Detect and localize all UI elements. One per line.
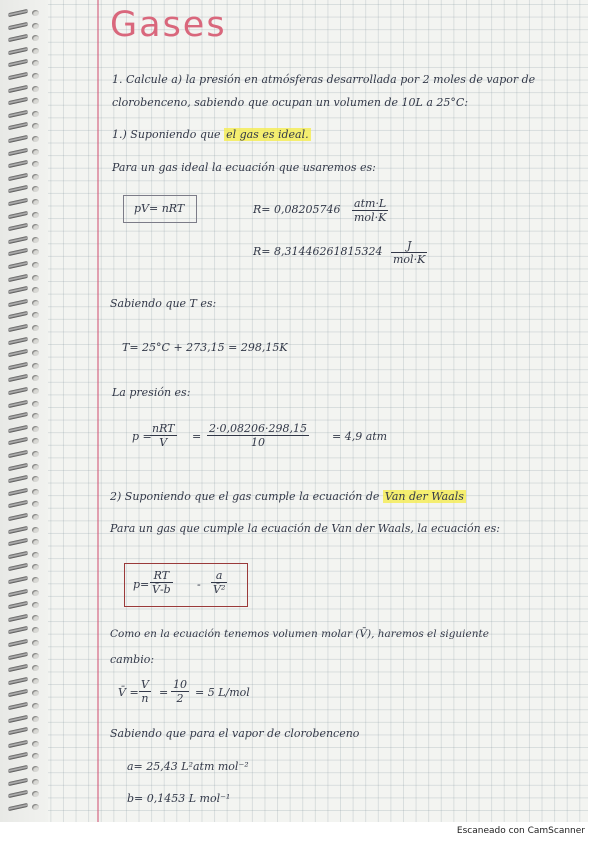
problem-line-1: 1. Calcule a) la presión en atmósferas desarrollada por 2 moles de vapor de — [112, 73, 536, 86]
punch-hole — [32, 791, 39, 797]
r-atm-unit-den: mol·K — [354, 211, 387, 224]
punch-hole — [32, 275, 39, 281]
spiral-ring — [8, 539, 42, 545]
punch-hole — [32, 703, 39, 709]
pressure-frac-1 — [150, 422, 177, 449]
spiral-wire — [8, 450, 28, 458]
temperature-intro: Sabiendo que T es: — [110, 297, 217, 310]
punch-hole — [32, 287, 39, 293]
molar-volume-line-1: Como en la ecuación tenemos volumen molar (V̄), haremos el siguiente — [110, 628, 489, 640]
punch-hole — [32, 464, 39, 470]
spiral-wire — [8, 740, 28, 748]
spiral-wire — [8, 273, 28, 281]
spiral-wire — [8, 248, 28, 256]
spiral-ring — [8, 237, 42, 243]
spiral-wire — [8, 236, 28, 244]
spiral-wire — [8, 576, 28, 584]
spiral-ring — [8, 564, 42, 570]
punch-hole — [32, 388, 39, 394]
spiral-wire — [8, 563, 28, 571]
punch-hole — [32, 338, 39, 344]
spiral-ring — [8, 388, 42, 394]
spiral-ring — [8, 35, 42, 41]
spiral-wire — [8, 374, 28, 382]
part2-intro: Para un gas que cumple la ecuación de Van der Waals, la ecuación es: — [110, 522, 501, 535]
spiral-ring — [8, 653, 42, 659]
temperature-calc: T= 25°C + 273,15 = 298,15K — [122, 341, 288, 354]
spiral-ring — [8, 136, 42, 142]
r-j-unit-num: J — [391, 239, 427, 253]
spiral-wire — [8, 664, 28, 672]
spiral-ring — [8, 753, 42, 759]
spiral-ring — [8, 312, 42, 318]
spiral-ring — [8, 476, 42, 482]
spiral-ring — [8, 779, 42, 785]
punch-hole — [32, 10, 39, 16]
spiral-wire — [8, 639, 28, 647]
punch-hole — [32, 401, 39, 407]
spiral-wire — [8, 651, 28, 659]
punch-hole — [32, 249, 39, 255]
vdw-frac-2-den: V̄² — [213, 583, 226, 596]
molar-volume-frac-1 — [139, 678, 151, 705]
molar-volume-frac-2-num: 10 — [173, 678, 187, 691]
spiral-ring — [8, 577, 42, 583]
punch-hole — [32, 111, 39, 117]
punch-hole — [32, 501, 39, 507]
spiral-wire — [8, 311, 28, 319]
punch-hole — [32, 174, 39, 180]
punch-hole — [32, 678, 39, 684]
spiral-ring — [8, 665, 42, 671]
punch-hole — [32, 476, 39, 482]
spiral-ring — [8, 262, 42, 268]
part1-intro: Para un gas ideal la ecuación que usaremos es: — [112, 161, 376, 174]
punch-hole — [32, 640, 39, 646]
punch-hole — [32, 527, 39, 533]
punch-hole — [32, 728, 39, 734]
spiral-ring — [8, 300, 42, 306]
spiral-wire — [8, 462, 28, 470]
vdw-frac-2 — [211, 569, 227, 596]
spiral-ring — [8, 149, 42, 155]
spiral-ring — [8, 804, 42, 810]
spiral-ring — [8, 728, 42, 734]
punch-hole — [32, 690, 39, 696]
spiral-ring — [8, 552, 42, 558]
r-atm-unit-num: atm·L — [352, 197, 388, 211]
spiral-wire — [8, 513, 28, 521]
punch-hole — [32, 123, 39, 129]
spiral-ring — [8, 640, 42, 646]
spiral-wire — [8, 437, 28, 445]
punch-hole — [32, 312, 39, 318]
punch-hole — [32, 426, 39, 432]
punch-hole — [32, 577, 39, 583]
punch-hole — [32, 716, 39, 722]
spiral-wire — [8, 538, 28, 546]
spiral-ring — [8, 111, 42, 117]
punch-hole — [32, 539, 39, 545]
molar-volume-frac-1-den: n — [141, 692, 149, 705]
punch-hole — [32, 489, 39, 495]
punch-hole — [32, 48, 39, 54]
spiral-wire — [8, 412, 28, 420]
punch-hole — [32, 224, 39, 230]
spiral-wire — [8, 525, 28, 533]
spiral-ring — [8, 212, 42, 218]
spiral-wire — [8, 803, 28, 811]
spiral-wire — [8, 47, 28, 55]
spiral-wire — [8, 223, 28, 231]
punch-hole — [32, 300, 39, 306]
r-constant-atm: R= 0,08205746 — [253, 203, 341, 216]
spiral-binding — [0, 0, 48, 822]
spiral-ring — [8, 350, 42, 356]
punch-hole — [32, 741, 39, 747]
spiral-ring — [8, 174, 42, 180]
punch-hole — [32, 766, 39, 772]
spiral-wire — [8, 286, 28, 294]
spiral-ring — [8, 489, 42, 495]
molar-volume-result: = 5 L/mol — [195, 686, 250, 699]
spiral-wire — [8, 84, 28, 92]
spiral-wire — [8, 9, 28, 17]
spiral-ring — [8, 375, 42, 381]
punch-hole — [32, 149, 39, 155]
punch-hole — [32, 413, 39, 419]
punch-hole — [32, 60, 39, 66]
spiral-wire — [8, 588, 28, 596]
punch-hole — [32, 590, 39, 596]
spiral-ring — [8, 602, 42, 608]
spiral-ring — [8, 590, 42, 596]
spiral-ring — [8, 413, 42, 419]
problem-line-2: clorobenceno, sabiendo que ocupan un volumen de 10L a 25°C: — [112, 96, 469, 109]
spiral-ring — [8, 363, 42, 369]
spiral-wire — [8, 752, 28, 760]
spiral-ring — [8, 451, 42, 457]
punch-hole — [32, 86, 39, 92]
spiral-wire — [8, 362, 28, 370]
spiral-wire — [8, 626, 28, 634]
molar-volume-equals: = — [159, 686, 169, 699]
spiral-ring — [8, 287, 42, 293]
spiral-wire — [8, 475, 28, 483]
spiral-wire — [8, 21, 28, 29]
punch-hole — [32, 653, 39, 659]
punch-hole — [32, 552, 39, 558]
spiral-ring — [8, 48, 42, 54]
spiral-ring — [8, 401, 42, 407]
spiral-wire — [8, 336, 28, 344]
part2-label: 2) Suponiendo que el gas cumple la ecuación de — [110, 490, 380, 503]
molar-volume-frac-2-den: 2 — [176, 692, 184, 705]
spiral-wire — [8, 122, 28, 130]
r-constant-joule: R= 8,31446261815324 — [253, 245, 383, 258]
punch-hole — [32, 350, 39, 356]
spiral-wire — [8, 261, 28, 269]
punch-hole — [32, 804, 39, 810]
vdw-frac-1-num: RT — [150, 569, 173, 583]
spiral-wire — [8, 500, 28, 508]
punch-hole — [32, 73, 39, 79]
spiral-wire — [8, 198, 28, 206]
punch-hole — [32, 363, 39, 369]
part1-label: 1.) Suponiendo que — [112, 128, 221, 141]
spiral-ring — [8, 527, 42, 533]
punch-hole — [32, 438, 39, 444]
scanner-watermark: Escaneado con CamScanner — [456, 826, 585, 836]
pressure-frac-1-num: nRT — [152, 422, 175, 435]
punch-hole — [32, 665, 39, 671]
constant-b: b= 0,1453 L mol⁻¹ — [127, 792, 231, 805]
part2-highlight: Van der Waals — [384, 490, 464, 503]
punch-hole — [32, 325, 39, 331]
spiral-ring — [8, 249, 42, 255]
spiral-wire — [8, 387, 28, 395]
spiral-wire — [8, 299, 28, 307]
spiral-wire — [8, 488, 28, 496]
spiral-wire — [8, 765, 28, 773]
pressure-frac-2-num: 2·0,08206·298,15 — [209, 422, 307, 435]
punch-hole — [32, 199, 39, 205]
punch-hole — [32, 615, 39, 621]
part2-heading — [110, 490, 466, 503]
spiral-ring — [8, 426, 42, 432]
spiral-ring — [8, 438, 42, 444]
r-constant-atm-units — [352, 197, 388, 224]
spiral-wire — [8, 601, 28, 609]
punch-hole — [32, 627, 39, 633]
spiral-wire — [8, 210, 28, 218]
spiral-wire — [8, 425, 28, 433]
punch-hole — [32, 753, 39, 759]
part1-highlight: el gas es ideal. — [226, 128, 309, 141]
punch-hole — [32, 136, 39, 142]
punch-hole — [32, 23, 39, 29]
punch-hole — [32, 451, 39, 457]
spiral-wire — [8, 399, 28, 407]
spiral-wire — [8, 185, 28, 193]
spiral-wire — [8, 714, 28, 722]
spiral-ring — [8, 716, 42, 722]
spiral-ring — [8, 73, 42, 79]
spiral-wire — [8, 702, 28, 710]
vdw-frac-2-num: a — [211, 569, 227, 583]
punch-hole — [32, 35, 39, 41]
ideal-gas-equation: pV= nRT — [134, 202, 185, 215]
punch-hole — [32, 98, 39, 104]
pressure-frac-2-den: 10 — [250, 436, 265, 449]
spiral-wire — [8, 777, 28, 785]
spiral-ring — [8, 98, 42, 104]
vdw-frac-1 — [150, 569, 173, 596]
pressure-frac-1-den: V — [159, 436, 168, 449]
punch-hole — [32, 779, 39, 785]
spiral-ring — [8, 186, 42, 192]
constant-a: a= 25,43 L²atm mol⁻² — [127, 760, 249, 773]
punch-hole — [32, 161, 39, 167]
punch-hole — [32, 602, 39, 608]
molar-volume-lhs: V̄ = — [118, 686, 139, 699]
punch-hole — [32, 237, 39, 243]
spiral-wire — [8, 110, 28, 118]
spiral-wire — [8, 790, 28, 798]
vdw-minus: - — [197, 578, 201, 591]
r-constant-joule-units — [391, 239, 427, 266]
spiral-ring — [8, 123, 42, 129]
molar-volume-line-2: cambio: — [110, 653, 155, 666]
molar-volume-frac-2 — [171, 678, 189, 705]
pressure-intro: La presión es: — [112, 386, 191, 399]
part1-heading — [112, 128, 311, 141]
constants-intro: Sabiendo que para el vapor de clorobenceno — [110, 727, 360, 740]
spiral-ring — [8, 224, 42, 230]
punch-hole — [32, 564, 39, 570]
spiral-wire — [8, 147, 28, 155]
spiral-wire — [8, 160, 28, 168]
pressure-result: = 4,9 atm — [332, 430, 388, 443]
punch-hole — [32, 262, 39, 268]
spiral-wire — [8, 173, 28, 181]
margin-line — [97, 0, 99, 822]
spiral-wire — [8, 551, 28, 559]
punch-hole — [32, 186, 39, 192]
spiral-wire — [8, 324, 28, 332]
vdw-frac-1-den: V̄-b — [152, 583, 171, 596]
spiral-ring — [8, 10, 42, 16]
pressure-equals: = — [192, 430, 202, 443]
r-j-unit-den: mol·K — [393, 253, 426, 266]
spiral-ring — [8, 338, 42, 344]
spiral-ring — [8, 199, 42, 205]
spiral-ring — [8, 275, 42, 281]
punch-hole — [32, 375, 39, 381]
spiral-ring — [8, 60, 42, 66]
spiral-wire — [8, 727, 28, 735]
spiral-ring — [8, 464, 42, 470]
spiral-wire — [8, 689, 28, 697]
spiral-wire — [8, 59, 28, 67]
spiral-ring — [8, 791, 42, 797]
spiral-wire — [8, 97, 28, 105]
spiral-ring — [8, 23, 42, 29]
vdw-lhs: p= — [133, 578, 150, 591]
spiral-ring — [8, 514, 42, 520]
spiral-ring — [8, 501, 42, 507]
punch-hole — [32, 212, 39, 218]
spiral-ring — [8, 86, 42, 92]
spiral-ring — [8, 766, 42, 772]
spiral-wire — [8, 614, 28, 622]
spiral-ring — [8, 703, 42, 709]
page-title: Gases — [110, 5, 227, 45]
spiral-ring — [8, 627, 42, 633]
spiral-wire — [8, 34, 28, 42]
spiral-wire — [8, 72, 28, 80]
ideal-gas-equation-box — [123, 195, 197, 223]
pressure-lhs: p = — [132, 430, 152, 443]
spiral-wire — [8, 677, 28, 685]
spiral-ring — [8, 690, 42, 696]
molar-volume-frac-1-num: V — [141, 678, 149, 691]
van-der-waals-equation-box — [124, 563, 248, 607]
pressure-frac-2 — [207, 422, 309, 449]
punch-hole — [32, 514, 39, 520]
spiral-ring — [8, 741, 42, 747]
spiral-ring — [8, 161, 42, 167]
spiral-ring — [8, 678, 42, 684]
spiral-ring — [8, 325, 42, 331]
spiral-ring — [8, 615, 42, 621]
spiral-wire — [8, 135, 28, 143]
spiral-wire — [8, 349, 28, 357]
